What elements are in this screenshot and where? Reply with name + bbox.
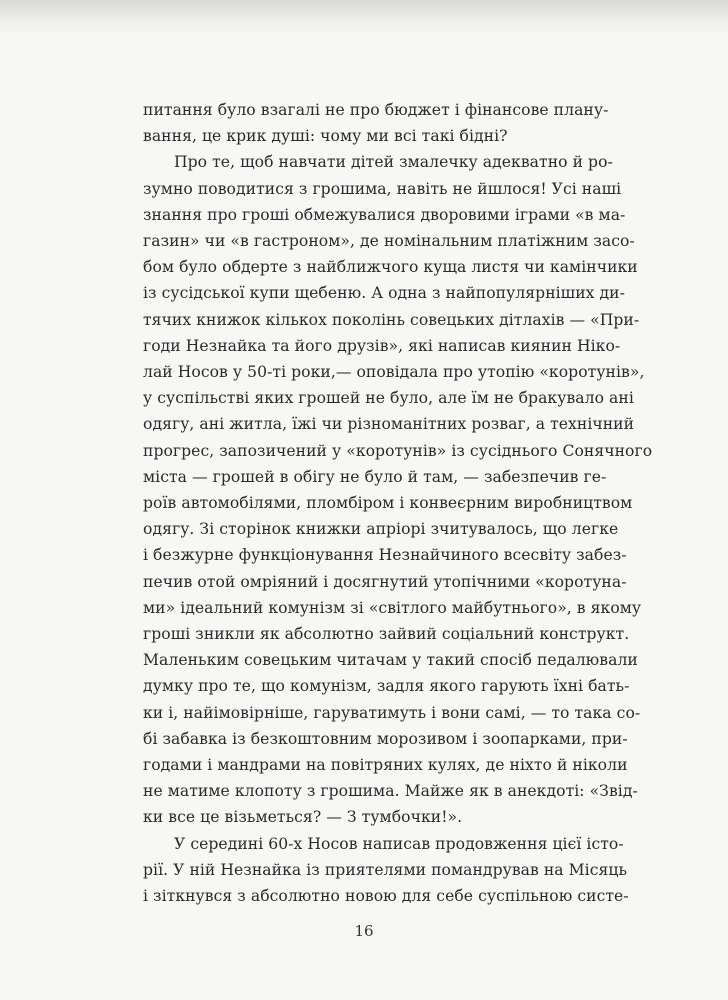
text-line: годи Незнайка та його друзів», які написав киянин Ніко- — [143, 336, 621, 355]
text-line: одягу, ані житла, їжі чи різноманітних розваг, а технічний — [143, 415, 635, 434]
text-line: зумно поводитися з грошима, навіть не йшлося! Усі наші — [143, 179, 622, 198]
text-line: бі забавка із безкоштовним морозивом і зоопарками, при- — [143, 729, 628, 748]
text-line: газин» чи «в гастроном», де номінальним платіжним засо- — [143, 232, 635, 251]
paragraph — [143, 149, 653, 830]
paragraph — [143, 831, 629, 910]
text-line: прогрес, запозичений у «коротунів» із сусіднього Сонячного — [143, 441, 653, 460]
paragraph — [143, 97, 609, 149]
text-line: і зіткнувся з абсолютно новою для себе суспільною систе- — [143, 887, 629, 906]
page-number: 16 — [354, 922, 374, 940]
text-line: у суспільстві яких грошей не було, але їм не бракувало ані — [143, 389, 634, 408]
text-line: У середині 60-х Носов написав продовження цієї істо- — [174, 834, 624, 853]
text-line: роїв автомобілями, пломбіром і конвеєрним виробництвом — [143, 494, 633, 513]
text-line: ки і, найімовірніше, гаруватимуть і вони самі, — то така со- — [143, 703, 641, 722]
text-line: Про те, щоб навчати дітей змалечку адекватно й ро- — [174, 153, 613, 172]
text-line: і безжурне функціонування Незнайчиного всесвіту забез- — [143, 546, 627, 565]
text-line: печив отой омріяний і досягнутий утопічними «коротуна- — [143, 572, 627, 591]
text-line: не матиме клопоту з грошима. Майже як в анекдоті: «Звід- — [143, 782, 638, 801]
text-line: годами і мандрами на повітряних кулях, де ніхто й ніколи — [143, 756, 628, 775]
text-line: ми» ідеальний комунізм зі «світлого майбутнього», в якому — [143, 598, 642, 617]
text-line: міста — грошей в обігу не було й там, — забезпечив ге- — [143, 467, 607, 486]
text-line: вання, це крик душі: чому ми всі такі бідні? — [143, 127, 508, 146]
text-line: лай Носов у 50-ті роки,— оповідала про утопію «коротунів», — [143, 363, 645, 382]
text-line: питання було взагалі не про бюджет і фінансове плану- — [143, 101, 609, 119]
text-line: тячих книжок кількох поколінь совецьких дітлахів — «При- — [143, 310, 640, 329]
text-line: рії. У ній Незнайка із приятелями помандрував на Місяць — [143, 860, 627, 879]
text-line: ки все це візьметься? — З тумбочки!». — [143, 808, 463, 827]
text-line: одягу. Зі сторінок книжки апріорі зчитувалось, що легке — [143, 520, 619, 539]
text-line: Маленьким совецьким читачам у такий спосіб педалювали — [143, 651, 638, 670]
body-text — [143, 97, 653, 909]
page-top-shadow — [0, 0, 728, 34]
text-line: знання про гроші обмежувалися дворовими іграми «в ма- — [143, 205, 626, 224]
text-line: бом було обдерте з найближчого куща листя чи камінчики — [143, 258, 638, 277]
text-line: думку про те, що комунізм, задля якого гарують їхні бать- — [143, 677, 630, 696]
text-line: гроші зникли як абсолютно зайвий соціальний конструкт. — [143, 625, 630, 644]
text-line: із сусідської купи щебеню. А одна з найпопулярніших ди- — [143, 284, 625, 303]
